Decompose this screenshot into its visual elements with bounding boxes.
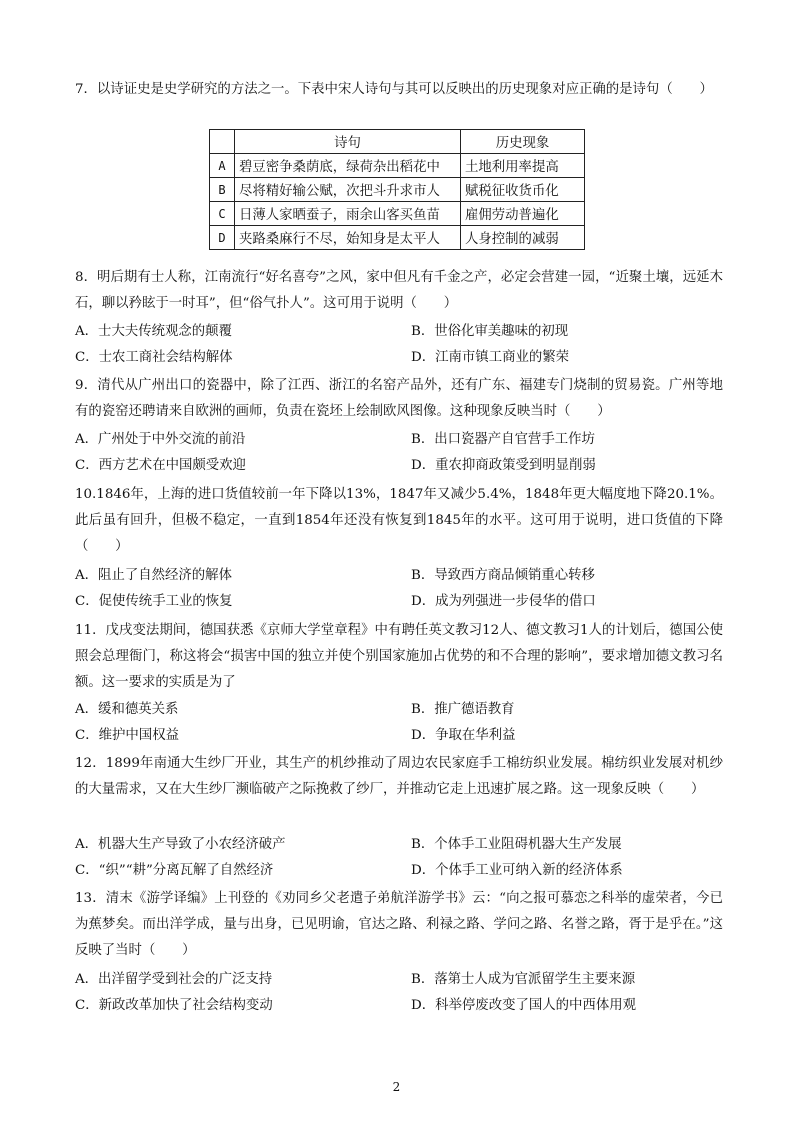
option-c[interactable]: C．西方艺术在中国颇受欢迎 [75, 458, 246, 473]
option-d[interactable]: D．成为列强进一步侵华的借口 [411, 594, 596, 609]
poem-table [209, 129, 585, 250]
row-letter: C [210, 202, 235, 226]
option-d[interactable]: D．科举停废改变了国人的中西体用观 [411, 998, 636, 1013]
poem-table-header [210, 130, 585, 154]
row-phenomenon: 赋税征收货币化 [461, 178, 585, 202]
row-phenomenon: 雇佣劳动普遍化 [461, 202, 585, 226]
table-row [210, 154, 585, 178]
header-letter [210, 130, 235, 154]
option-a[interactable]: A．出洋留学受到社会的广泛支持 [75, 972, 273, 987]
option-a[interactable]: A．广州处于中外交流的前沿 [75, 432, 246, 447]
option-a[interactable]: A．士大夫传统观念的颠覆 [75, 324, 232, 339]
option-a[interactable]: A．机器大生产导致了小农经济破产 [75, 837, 286, 852]
question-13-stem: 13．清末《游学译编》上刊登的《劝同乡父老遣子弟航洋游学书》云：“向之报可慕恋之科举的虚荣者，今已为蕉梦矣。而出洋学成，量与出身，已见明谕，官达之路、利禄之路、学问之路、名誉之路，胥于是乎在。”这反映了当时（ ） [75, 891, 723, 958]
row-phenomenon: 人身控制的减弱 [461, 226, 585, 250]
option-b[interactable]: B．世俗化审美趣味的初现 [411, 324, 569, 339]
option-c[interactable]: C．新政改革加快了社会结构变动 [75, 998, 273, 1013]
question-11-options [75, 697, 723, 749]
option-b[interactable]: B．推广德语教育 [411, 702, 515, 717]
question-12-options [75, 832, 723, 884]
row-letter: A [210, 154, 235, 178]
header-phenomenon: 历史现象 [461, 130, 585, 154]
row-phenomenon: 土地利用率提高 [461, 154, 585, 178]
option-b[interactable]: B．导致西方商品倾销重心转移 [411, 568, 595, 583]
option-c[interactable]: C．士农工商社会结构解体 [75, 350, 233, 365]
question-9-options [75, 427, 723, 479]
option-a[interactable]: A．缓和德英关系 [75, 702, 179, 717]
row-poem: 夹路桑麻行不尽，始知身是太平人 [235, 226, 461, 250]
row-letter: B [210, 178, 235, 202]
question-8-options [75, 319, 723, 371]
question-13-options [75, 967, 723, 1019]
question-10-options [75, 563, 723, 615]
question-8-stem: 8．明后期有士人称，江南流行“好名喜夸”之风，家中但凡有千金之产，必定会营建一园，“近聚土壤，远延木石，聊以矜眩于一时耳”，但“俗气扑人”。这可用于说明（ ） [75, 270, 723, 311]
option-d[interactable]: D．重农抑商政策受到明显削弱 [411, 458, 596, 473]
row-poem: 碧豆密争桑荫底，绿荷杂出稻花中 [235, 154, 461, 178]
option-c[interactable]: C．维护中国权益 [75, 728, 179, 743]
question-12-stem: 12．1899年南通大生纱厂开业，其生产的机纱推动了周边农民家庭手工棉纺织业发展。棉纺织业发展对机纱的大量需求，又在大生纱厂濒临破产之际挽救了纱厂，并推动它走上迅速扩展之路。这一现象反映（ ） [75, 756, 723, 797]
row-letter: D [210, 226, 235, 250]
table-row [210, 178, 585, 202]
option-d[interactable]: D．争取在华利益 [411, 728, 516, 743]
option-d[interactable]: D．江南市镇工商业的繁荣 [411, 350, 570, 365]
table-row [210, 202, 585, 226]
row-poem: 尽将精好输公赋，次把斗升求市人 [235, 178, 461, 202]
header-poem: 诗句 [235, 130, 461, 154]
question-7-stem: 7．以诗证史是史学研究的方法之一。下表中宋人诗句与其可以反映出的历史现象对应正确的是诗句（ ） [75, 82, 713, 97]
option-c[interactable]: C．促使传统手工业的恢复 [75, 594, 233, 609]
table-row [210, 226, 585, 250]
option-b[interactable]: B．落第士人成为官派留学生主要来源 [411, 972, 636, 987]
question-10-stem: 10.1846年，上海的进口货值较前一年下降以13%，1847年又减少5.4%，1848年更大幅度地下降20.1%。此后虽有回升，但极不稳定，一直到1854年还没有恢复到1845年的水平。这可用于说明，进口货值的下降（ ） [75, 487, 723, 554]
option-a[interactable]: A．阻止了自然经济的解体 [75, 568, 232, 583]
question-11-stem: 11．戊戌变法期间，德国获悉《京师大学堂章程》中有聘任英文教习12人、德文教习1人的计划后，德国公使照会总理衙门，称这将会“损害中国的独立并使个别国家施加占优势的和不合理的影响”，要求增加德文教习名额。这一要求的实质是为了 [75, 623, 723, 690]
page-number: 2 [392, 1080, 401, 1094]
option-d[interactable]: D．个体手工业可纳入新的经济体系 [411, 863, 623, 878]
question-9-stem: 9．清代从广州出口的瓷器中，除了江西、浙江的名窑产品外，还有广东、福建专门烧制的贸易瓷。广州等地有的瓷窑还聘请来自欧洲的画师，负责在瓷坯上绘制欧风图像。这种现象反映当时（ ） [75, 378, 723, 419]
option-c[interactable]: C．“织”“耕”分离瓦解了自然经济 [75, 863, 274, 878]
option-b[interactable]: B．个体手工业阻碍机器大生产发展 [411, 837, 622, 852]
row-poem: 日薄人家晒蚕子，雨余山客买鱼苗 [235, 202, 461, 226]
option-b[interactable]: B．出口瓷器产自官营手工作坊 [411, 432, 595, 447]
